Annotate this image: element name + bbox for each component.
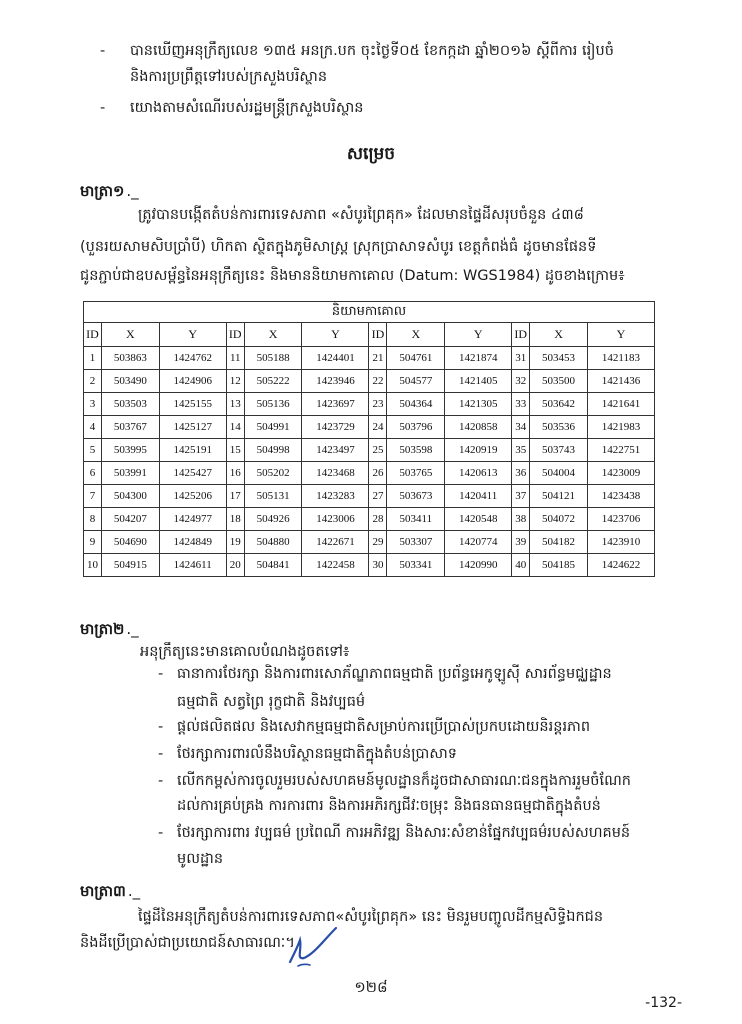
decision-heading: សម្រេច <box>346 144 396 164</box>
article-1-line: ជូនភ្ជាប់ជាឧបសម្ព័ន្ធនៃអនុក្រឹត្យនេះ និងមាននិយាមកាគោល (Datum: WGS1984) ដូចខាងក្រោម៖ <box>80 268 625 284</box>
table-row <box>84 416 655 439</box>
article-title-sep: ._ <box>126 620 139 638</box>
table-row <box>84 370 655 393</box>
column-header: ID <box>226 323 244 347</box>
point-id-cell: 1 <box>84 347 102 370</box>
x-coordinate-cell: 503490 <box>102 370 160 393</box>
x-coordinate-cell: 503767 <box>102 416 160 439</box>
y-coordinate-cell: 1424762 <box>159 347 226 370</box>
article-title-sep: ._ <box>127 882 141 900</box>
point-id-cell: 14 <box>226 416 244 439</box>
point-id-cell: 37 <box>512 485 530 508</box>
x-coordinate-cell: 503863 <box>102 347 160 370</box>
x-coordinate-cell: 505131 <box>244 485 302 508</box>
intro-bullet-line: យោងតាមសំណើរបស់រដ្ឋមន្ត្រីក្រសួងបរិស្ថាន <box>130 100 364 116</box>
y-coordinate-cell: 1423910 <box>587 531 654 554</box>
x-coordinate-cell: 503743 <box>530 439 588 462</box>
x-coordinate-cell: 504991 <box>244 416 302 439</box>
x-coordinate-cell: 504577 <box>387 370 445 393</box>
y-coordinate-cell: 1421983 <box>587 416 654 439</box>
x-coordinate-cell: 504880 <box>244 531 302 554</box>
article-2-bullet-line: ថែរក្សាការពារ វប្បធម៌ ប្រពៃណី ការអភិវឌ្ឍ និងសារៈសំខាន់ផ្នែកវប្បធម៌របស់សហគមន៍ <box>177 825 631 841</box>
y-coordinate-cell: 1423468 <box>302 462 369 485</box>
x-coordinate-cell: 503995 <box>102 439 160 462</box>
column-header: Y <box>445 323 512 347</box>
point-id-cell: 2 <box>84 370 102 393</box>
x-coordinate-cell: 504926 <box>244 508 302 531</box>
y-coordinate-cell: 1423497 <box>302 439 369 462</box>
point-id-cell: 31 <box>512 347 530 370</box>
article-2-bullet-dash: - <box>158 825 164 841</box>
y-coordinate-cell: 1423697 <box>302 393 369 416</box>
y-coordinate-cell: 1423438 <box>587 485 654 508</box>
y-coordinate-cell: 1423283 <box>302 485 369 508</box>
y-coordinate-cell: 1420919 <box>445 439 512 462</box>
y-coordinate-cell: 1422458 <box>302 554 369 577</box>
article-1-title <box>80 182 139 204</box>
signature-mark <box>280 920 340 970</box>
article-2-bullet-line: មូលដ្ឋាន <box>177 851 224 867</box>
x-coordinate-cell: 504841 <box>244 554 302 577</box>
x-coordinate-cell: 503503 <box>102 393 160 416</box>
point-id-cell: 36 <box>512 462 530 485</box>
point-id-cell: 23 <box>369 393 387 416</box>
article-3-title <box>80 882 140 904</box>
y-coordinate-cell: 1420858 <box>445 416 512 439</box>
y-coordinate-cell: 1422751 <box>587 439 654 462</box>
y-coordinate-cell: 1424611 <box>159 554 226 577</box>
point-id-cell: 39 <box>512 531 530 554</box>
x-coordinate-cell: 504690 <box>102 531 160 554</box>
point-id-cell: 20 <box>226 554 244 577</box>
point-id-cell: 29 <box>369 531 387 554</box>
y-coordinate-cell: 1425191 <box>159 439 226 462</box>
table-row <box>84 531 655 554</box>
y-coordinate-cell: 1421436 <box>587 370 654 393</box>
point-id-cell: 18 <box>226 508 244 531</box>
y-coordinate-cell: 1421305 <box>445 393 512 416</box>
point-id-cell: 17 <box>226 485 244 508</box>
point-id-cell: 10 <box>84 554 102 577</box>
point-id-cell: 12 <box>226 370 244 393</box>
article-title-text: មាត្រា៣ <box>80 882 126 900</box>
point-id-cell: 30 <box>369 554 387 577</box>
column-header: Y <box>587 323 654 347</box>
article-2-title <box>80 620 139 642</box>
y-coordinate-cell: 1420613 <box>445 462 512 485</box>
page-number: -132- <box>645 995 682 1011</box>
intro-bullet-line: បានឃើញអនុក្រឹត្យលេខ ១៣៥ អនក្រ.បក ចុះថ្ងៃទី០៥ ខែកក្កដា ឆ្នាំ២០១៦ ស្តីពីការ រៀបចំ <box>130 43 614 59</box>
point-id-cell: 32 <box>512 370 530 393</box>
y-coordinate-cell: 1421183 <box>587 347 654 370</box>
table-title: និយាមកាគោល <box>84 302 655 323</box>
y-coordinate-cell: 1424906 <box>159 370 226 393</box>
x-coordinate-cell: 505222 <box>244 370 302 393</box>
column-header: Y <box>159 323 226 347</box>
article-1-line: ត្រូវបានបង្កើតតំបន់ការពារទេសភាព «សំបូរព្រៃគុក» ដែលមានផ្ទៃដីសរុបចំនួន ៤៣៨ <box>138 207 584 223</box>
point-id-cell: 7 <box>84 485 102 508</box>
point-id-cell: 40 <box>512 554 530 577</box>
point-id-cell: 5 <box>84 439 102 462</box>
column-header: X <box>102 323 160 347</box>
x-coordinate-cell: 505136 <box>244 393 302 416</box>
article-title-text: មាត្រា១ <box>80 182 125 200</box>
intro-bullet-dash: - <box>100 43 106 59</box>
table-row <box>84 462 655 485</box>
point-id-cell: 35 <box>512 439 530 462</box>
point-id-cell: 8 <box>84 508 102 531</box>
y-coordinate-cell: 1424849 <box>159 531 226 554</box>
x-coordinate-cell: 503991 <box>102 462 160 485</box>
article-2-bullet-line: លើកកម្ពស់ការចូលរួមរបស់សហគមន៍មូលដ្ឋានក៏ដូចជាសាធារណៈជនក្នុងការរួមចំណែក <box>177 773 632 789</box>
x-coordinate-cell: 503673 <box>387 485 445 508</box>
table-row <box>84 554 655 577</box>
article-2-bullet-dash: - <box>158 719 164 735</box>
article-2-bullet-dash: - <box>158 666 164 682</box>
point-id-cell: 16 <box>226 462 244 485</box>
x-coordinate-cell: 504761 <box>387 347 445 370</box>
point-id-cell: 19 <box>226 531 244 554</box>
article-2-intro: អនុក្រឹត្យនេះមានគោលបំណងដូចតទៅ៖ <box>140 644 350 660</box>
table-row <box>84 485 655 508</box>
point-id-cell: 3 <box>84 393 102 416</box>
table-row <box>84 439 655 462</box>
y-coordinate-cell: 1420774 <box>445 531 512 554</box>
article-2-bullet-line: ផ្តល់ផលិតផល និងសេវាកម្មធម្មជាតិសម្រាប់ការប្រើប្រាស់ប្រកបដោយនិរន្តរភាព <box>177 719 591 735</box>
x-coordinate-cell: 504004 <box>530 462 588 485</box>
column-header: ID <box>512 323 530 347</box>
point-id-cell: 9 <box>84 531 102 554</box>
column-header: ID <box>84 323 102 347</box>
x-coordinate-cell: 504998 <box>244 439 302 462</box>
y-coordinate-cell: 1421405 <box>445 370 512 393</box>
y-coordinate-cell: 1423009 <box>587 462 654 485</box>
y-coordinate-cell: 1420548 <box>445 508 512 531</box>
y-coordinate-cell: 1423706 <box>587 508 654 531</box>
x-coordinate-cell: 504121 <box>530 485 588 508</box>
y-coordinate-cell: 1425127 <box>159 416 226 439</box>
y-coordinate-cell: 1420411 <box>445 485 512 508</box>
y-coordinate-cell: 1424401 <box>302 347 369 370</box>
y-coordinate-cell: 1423006 <box>302 508 369 531</box>
x-coordinate-cell: 503598 <box>387 439 445 462</box>
y-coordinate-cell: 1421641 <box>587 393 654 416</box>
x-coordinate-cell: 503453 <box>530 347 588 370</box>
point-id-cell: 33 <box>512 393 530 416</box>
column-header: Y <box>302 323 369 347</box>
x-coordinate-cell: 504915 <box>102 554 160 577</box>
footer-page-khmer: ១២៨ <box>354 978 388 996</box>
point-id-cell: 6 <box>84 462 102 485</box>
point-id-cell: 11 <box>226 347 244 370</box>
table-row <box>84 393 655 416</box>
x-coordinate-cell: 503536 <box>530 416 588 439</box>
table-header-row <box>84 323 655 347</box>
point-id-cell: 26 <box>369 462 387 485</box>
y-coordinate-cell: 1423946 <box>302 370 369 393</box>
point-id-cell: 15 <box>226 439 244 462</box>
article-2-bullet-line: ធម្មជាតិ សត្វព្រៃ រុក្ខជាតិ និងវប្បធម៌ <box>177 694 366 710</box>
y-coordinate-cell: 1423729 <box>302 416 369 439</box>
point-id-cell: 24 <box>369 416 387 439</box>
point-id-cell: 25 <box>369 439 387 462</box>
intro-bullet-dash: - <box>100 100 106 116</box>
column-header: X <box>387 323 445 347</box>
article-title-sep: ._ <box>126 182 139 200</box>
y-coordinate-cell: 1421874 <box>445 347 512 370</box>
x-coordinate-cell: 503411 <box>387 508 445 531</box>
table-row <box>84 347 655 370</box>
y-coordinate-cell: 1424977 <box>159 508 226 531</box>
point-id-cell: 21 <box>369 347 387 370</box>
coordinates-table <box>83 301 655 577</box>
point-id-cell: 28 <box>369 508 387 531</box>
article-1-line: (បួនរយសាមសិបប្រាំបី) ហិកតា ស្ថិតក្នុងភូមិសាស្ត្រ ស្រុកប្រាសាទសំបូរ ខេត្តកំពង់ធំ ដូចមានផែនទី <box>80 239 597 255</box>
column-header: X <box>530 323 588 347</box>
y-coordinate-cell: 1420990 <box>445 554 512 577</box>
x-coordinate-cell: 503341 <box>387 554 445 577</box>
point-id-cell: 27 <box>369 485 387 508</box>
x-coordinate-cell: 504072 <box>530 508 588 531</box>
table-row <box>84 508 655 531</box>
x-coordinate-cell: 504182 <box>530 531 588 554</box>
article-2-bullet-line: ដល់ការគ្រប់គ្រង ការការពារ និងការអភិរក្សជីវៈចម្រុះ និងធនធានធម្មជាតិក្នុងតំបន់ <box>177 798 601 814</box>
x-coordinate-cell: 505188 <box>244 347 302 370</box>
intro-bullet-line: និងការប្រព្រឹត្តទៅរបស់ក្រសួងបរិស្ថាន <box>130 69 328 85</box>
article-3-line: ផ្ទៃដីនៃអនុក្រឹត្យតំបន់ការពារទេសភាព«សំបូរព្រៃគុក» នេះ មិនរួមបញ្ចូលដីកម្មសិទ្ធិឯកជន <box>138 909 604 925</box>
x-coordinate-cell: 504364 <box>387 393 445 416</box>
x-coordinate-cell: 504185 <box>530 554 588 577</box>
column-header: ID <box>369 323 387 347</box>
point-id-cell: 22 <box>369 370 387 393</box>
x-coordinate-cell: 504207 <box>102 508 160 531</box>
column-header: X <box>244 323 302 347</box>
y-coordinate-cell: 1422671 <box>302 531 369 554</box>
x-coordinate-cell: 504300 <box>102 485 160 508</box>
article-title-text: មាត្រា២ <box>80 620 125 638</box>
x-coordinate-cell: 503765 <box>387 462 445 485</box>
x-coordinate-cell: 503642 <box>530 393 588 416</box>
x-coordinate-cell: 505202 <box>244 462 302 485</box>
point-id-cell: 34 <box>512 416 530 439</box>
y-coordinate-cell: 1425155 <box>159 393 226 416</box>
x-coordinate-cell: 503307 <box>387 531 445 554</box>
article-2-bullet-line: ថែរក្សាការពារលំនឹងបរិស្ថានធម្មជាតិក្នុងតំបន់ប្រាសាទ <box>177 746 457 762</box>
article-2-bullet-line: ធានាការថែរក្សា និងការពារសោភ័ណ្ឌភាពធម្មជាតិ ប្រព័ន្ធអេកូឡូស៊ី សារព័ន្ធមជ្ឈដ្ឋាន <box>177 666 612 682</box>
y-coordinate-cell: 1425206 <box>159 485 226 508</box>
article-2-bullet-dash: - <box>158 773 164 789</box>
y-coordinate-cell: 1425427 <box>159 462 226 485</box>
x-coordinate-cell: 503796 <box>387 416 445 439</box>
article-2-bullet-dash: - <box>158 746 164 762</box>
point-id-cell: 4 <box>84 416 102 439</box>
point-id-cell: 13 <box>226 393 244 416</box>
x-coordinate-cell: 503500 <box>530 370 588 393</box>
article-3-line: និងដីប្រើប្រាស់ជាប្រយោជន៍សាធារណៈ។ <box>80 935 295 951</box>
y-coordinate-cell: 1424622 <box>587 554 654 577</box>
point-id-cell: 38 <box>512 508 530 531</box>
table-title-row <box>84 302 655 323</box>
